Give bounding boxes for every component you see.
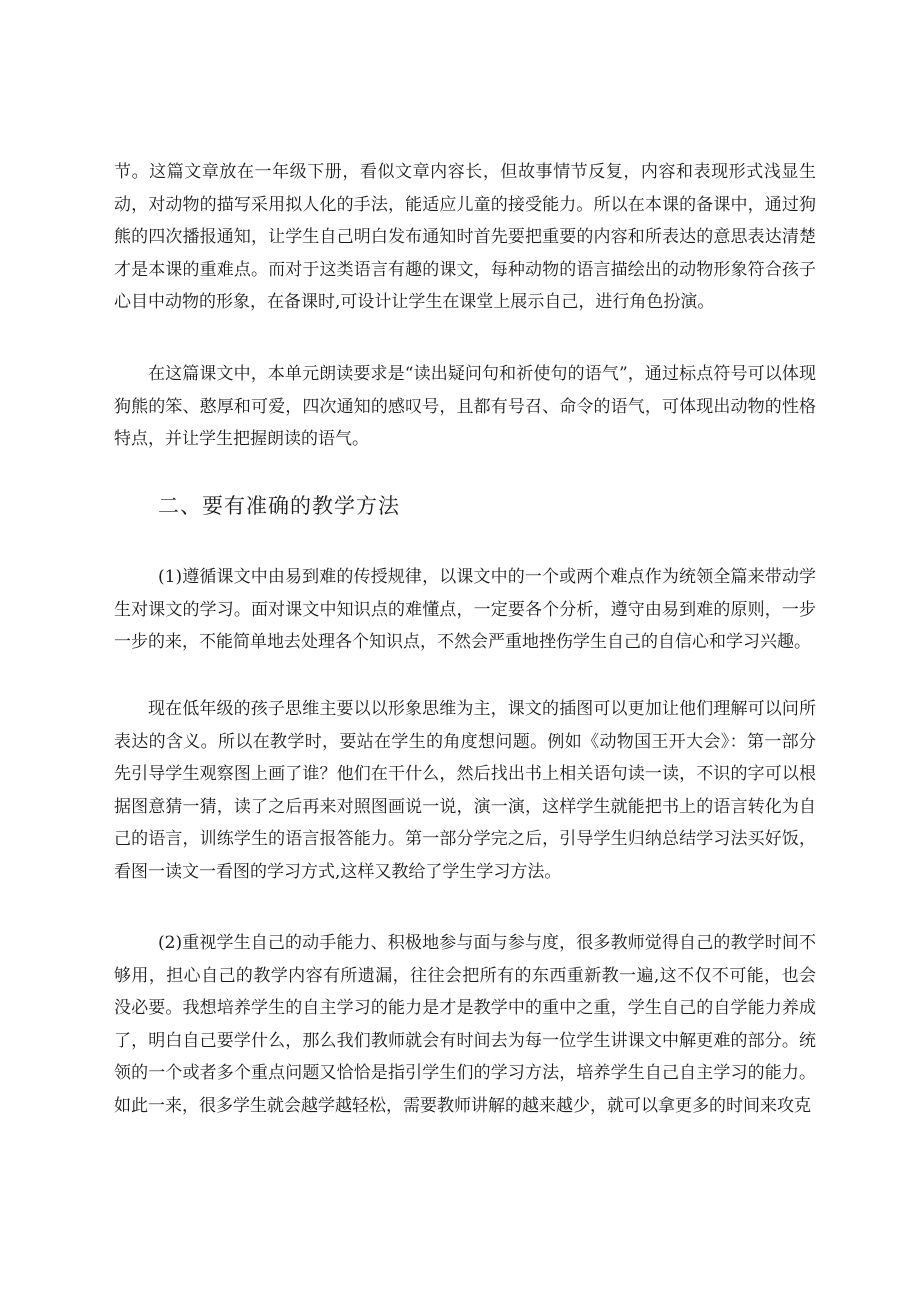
paragraph-lesson-analysis: 节。这篇文章放在一年级下册，看似文章内容长，但故事情节反复，内容和表现形式浅显生动，对动物的描写采用拟人化的手法，能适应儿童的接受能力。所以在本课的备课中，通过狗熊的四次播报通知，让学生自己明白发布通知时首先要把重要的内容和所表达的意思表达清楚才是本课的重难点。而对于这类语言有趣的课文，每种动物的语言描绘出的动物形象符合孩子心目中动物的形象，在备课时,可设计让学生在课堂上展示自己，进行角色扮演。 xyxy=(114,162,816,312)
paragraph-point-1: (1)遵循课文中由易到难的传授规律，以课文中的一个或两个难点作为统领全篇来带动学生对课文的学习。面对课文中知识点的难懂点，一定要各个分析，遵守由易到难的原则，一步一步的来，不能简单地去处理各个知识点，不然会严重地挫伤学生自己的自信心和学习兴趣。 xyxy=(114,567,816,652)
section-heading: 二、要有准确的教学方法 xyxy=(158,494,400,518)
paragraph-point-2: (2)重视学生自己的动手能力、积极地参与面与参与度，很多教师觉得自己的教学时间不够用，担心自己的教学内容有所遗漏，往往会把所有的东西重新教一遍,这不仅不可能，也会没必要。我想培养学生的自主学习的能力是才是教学中的重中之重，学生自己的自学能力养成了，明白自己要学什么，那么我们教师就会有时间去为每一位学生讲课文中解更难的部分。统领的一个或者多个重点问题又恰恰是指引学生们的学习方法，培养学生自己自主学习的能力。如此一来，很多学生就会越学越轻松，需要教师讲解的越来越少，就可以拿更多的时间来攻克 xyxy=(114,933,816,1116)
paragraph-illustration-teaching: 现在低年级的孩子思维主要以以形象思维为主，课文的插图可以更加让他们理解可以问所表达的含义。所以在教学时，要站在学生的角度想问题。例如《动物国王开大会》：第一部分先引导学生观察图上画了谁？他们在干什么，然后找出书上相关语句读一读，不识的字可以根据图意猜一猜，读了之后再来对照图画说一说，演一演，这样学生就能把书上的语言转化为自己的语言，训练学生的语言报答能力。第一部分学完之后，引导学生归纳总结学习法买好饭，看图一读文一看图的学习方式,这样又教给了学生学习方法。 xyxy=(114,699,816,882)
paragraph-reading-requirement: 在这篇课文中，本单元朗读要求是“读出疑问句和祈使句的语气”，通过标点符号可以体现狗熊的笨、憨厚和可爱，四次通知的感叹号，且都有号召、命令的语气，可体现出动物的性格特点，并让学生把握朗读的语气。 xyxy=(114,364,816,449)
